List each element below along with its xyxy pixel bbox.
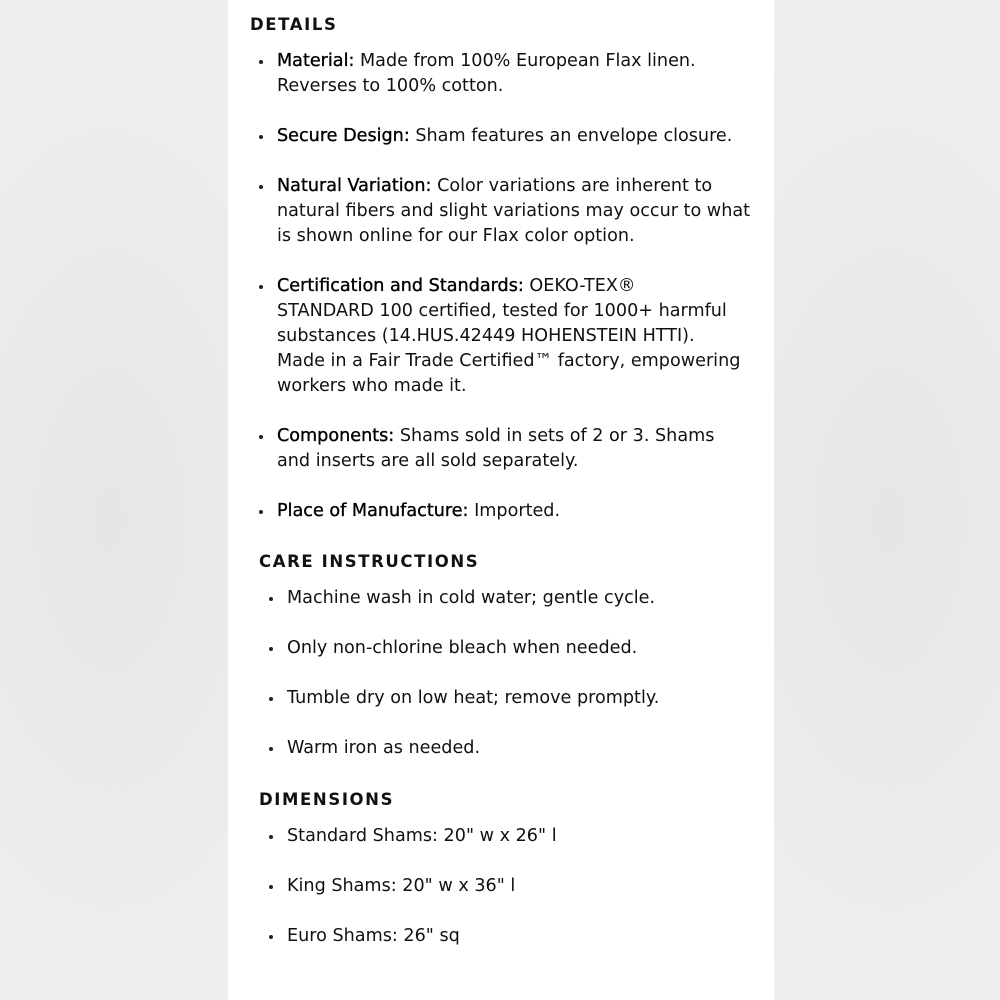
details-item-text: is shown online for our Flax color option. bbox=[277, 226, 635, 246]
details-list bbox=[277, 49, 751, 549]
details-item-text: substances (14.HUS.42449 HOHENSTEIN HTTI). bbox=[277, 326, 695, 346]
details-item-label: Secure Design: bbox=[277, 126, 410, 146]
details-item-text: Imported. bbox=[468, 501, 561, 521]
details-item-label: Natural Variation: bbox=[277, 176, 432, 196]
details-item-secure-design bbox=[277, 124, 747, 149]
details-item-label: Components: bbox=[277, 426, 395, 446]
details-item-text: OEKO-TEX® bbox=[523, 276, 636, 296]
details-item-text: Made in a Fair Trade Certified™ factory, empowering bbox=[277, 351, 741, 371]
care-item: Tumble dry on low heat; remove promptly. bbox=[287, 686, 747, 711]
details-item-label: Certification and Standards: bbox=[277, 276, 524, 296]
dimension-item: King Shams: 20" w x 36" l bbox=[287, 874, 747, 899]
details-heading: DETAILS bbox=[250, 15, 338, 34]
details-item-text: and inserts are all sold separately. bbox=[277, 451, 579, 471]
details-item-certification bbox=[277, 274, 747, 399]
details-item-text: Made from 100% European Flax linen. bbox=[354, 51, 696, 71]
dimension-item: Euro Shams: 26" sq bbox=[287, 924, 747, 949]
details-item-text: Sham features an envelope closure. bbox=[409, 126, 733, 146]
dimension-item: Standard Shams: 20" w x 26" l bbox=[287, 824, 747, 849]
details-item-text: Color variations are inherent to bbox=[431, 176, 713, 196]
care-item: Only non-chlorine bleach when needed. bbox=[287, 636, 747, 661]
details-item-natural-variation bbox=[277, 174, 751, 249]
dimensions-list bbox=[287, 824, 747, 974]
details-item-text: workers who made it. bbox=[277, 376, 467, 396]
details-item-place-of-manufacture bbox=[277, 499, 747, 524]
care-item: Warm iron as needed. bbox=[287, 736, 747, 761]
details-item-text: Reverses to 100% cotton. bbox=[277, 76, 504, 96]
dimensions-heading: DIMENSIONS bbox=[259, 790, 395, 809]
care-instructions-heading: CARE INSTRUCTIONS bbox=[259, 552, 480, 571]
details-item-text: natural fibers and slight variations may occur to what bbox=[277, 201, 751, 221]
care-item: Machine wash in cold water; gentle cycle. bbox=[287, 586, 747, 611]
care-instructions-list bbox=[287, 586, 747, 786]
details-item-text: STANDARD 100 certified, tested for 1000+ harmful bbox=[277, 301, 727, 321]
details-item-label: Place of Manufacture: bbox=[277, 501, 469, 521]
details-item-text: Shams sold in sets of 2 or 3. Shams bbox=[394, 426, 715, 446]
details-item-material bbox=[277, 49, 747, 99]
product-info-panel bbox=[228, 0, 774, 1000]
details-item-label: Material: bbox=[277, 51, 355, 71]
details-item-components bbox=[277, 424, 747, 474]
